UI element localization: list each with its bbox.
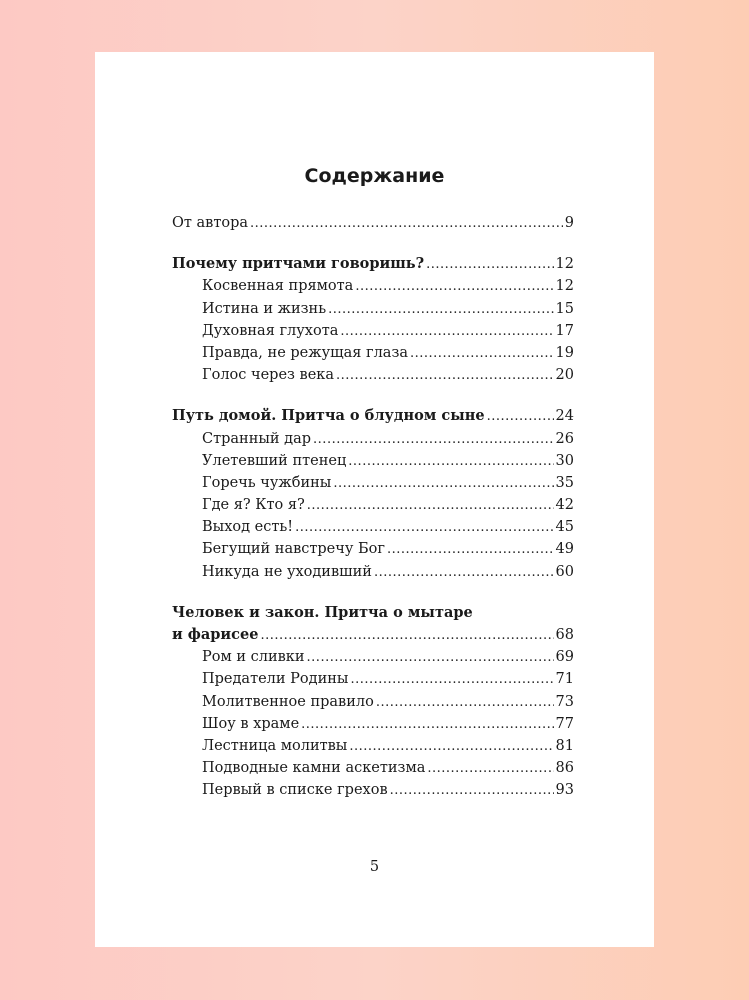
toc-entry-page: 20 [555,367,574,384]
toc-subentry [172,757,574,779]
dot-leader [390,780,554,802]
dot-leader [250,213,563,235]
toc-entry-page: 19 [555,344,574,361]
toc-entry-title: Выход есть! [202,519,294,536]
toc-entry-title: Бегущий навстречу Бог [202,541,385,558]
toc-entry-title: Горечь чужбины [202,474,332,491]
dot-leader [313,429,554,451]
toc-entry-title: Человек и закон. Притча о мытаре [172,603,473,621]
toc-entry-title: Правда, не режущая глаза [202,344,409,361]
dot-leader [260,625,553,647]
section-gap [172,234,574,253]
toc-subentry [172,275,574,297]
toc-subentry [172,450,574,472]
toc-entry-title: Никуда не уходивший [202,563,372,580]
toc-subentry [172,472,574,494]
toc-entry-title: Голос через века [202,367,335,384]
toc-entry-title: Истина и жизнь [202,300,327,317]
toc-subentry [172,691,574,713]
dot-leader [410,343,554,365]
dot-leader [355,276,553,298]
toc-entry-page: 93 [555,782,574,799]
toc-entry-page: 26 [555,430,574,447]
toc-entry-page: 86 [555,760,574,777]
toc-entry-page: 35 [555,474,574,491]
toc-entry-page: 81 [555,737,574,754]
toc-entry-title: От автора [172,215,249,231]
dot-leader [350,669,553,691]
toc-entry-title: и фарисее [172,626,259,643]
toc-entry-title: Странный дар [202,430,312,447]
toc-entry-title: Подводные камни аскетизма [202,760,426,777]
toc-entry-page: 71 [555,671,574,688]
toc-entry-title: Лестница молитвы [202,737,348,754]
toc-entry-page: 12 [555,256,574,273]
toc-entry-title: Путь домой. Притча о блудном сыне [172,407,485,425]
dot-leader [307,495,554,517]
toc-entry [172,405,574,427]
toc-entry-page: 24 [555,408,574,425]
dot-leader [426,254,553,276]
section-gap [172,583,574,602]
toc-subentry [172,320,574,342]
toc-entry [172,212,574,234]
toc-entry-page: 68 [555,627,574,643]
toc-entry-page: 42 [555,497,574,514]
dot-leader [349,736,553,758]
dot-leader [348,451,553,473]
toc-entry-title: Косвенная прямота [202,278,354,295]
toc-entry-page: 73 [555,693,574,710]
toc-subentry [172,779,574,801]
toc-entry-page: 30 [555,452,574,469]
dot-leader [328,299,553,321]
toc-subentry [172,561,574,583]
toc-entry-page: 49 [555,541,574,558]
dot-leader [387,539,554,561]
toc-entry-page: 69 [555,649,574,666]
toc-entry-page: 60 [555,563,574,580]
page-number: 5 [369,859,380,875]
toc-entry-page: 77 [555,715,574,732]
toc-subentry [172,713,574,735]
toc-subentry [172,428,574,450]
toc-entry-page: 9 [564,215,574,231]
dot-leader [333,473,553,495]
toc-subentry [172,516,574,538]
dot-leader [374,562,554,584]
dot-leader [376,692,554,714]
toc-entry-title: Улетевший птенец [202,452,347,469]
toc-entry-title: Молитвенное правило [202,693,374,710]
toc-entry-title: Ром и сливки [202,649,305,666]
toc-entry [172,624,574,646]
toc-subentry [172,735,574,757]
toc-subentry [172,364,574,386]
toc-entry-title: Почему притчами говоришь? [172,255,425,273]
toc-entry-title: Предатели Родины [202,671,349,688]
toc-entry-page: 17 [555,322,574,339]
dot-leader [427,758,553,780]
page-title: Содержание [304,165,445,187]
book-page [95,52,654,947]
section-gap [172,386,574,405]
dot-leader [301,714,553,736]
toc-entry-title: Где я? Кто я? [202,497,305,514]
dot-leader [336,365,554,387]
toc-subentry [172,668,574,690]
toc-entry-page: 15 [555,300,574,317]
toc-entry-title: Шоу в храме [202,715,300,732]
toc-entry-title: Первый в списке грехов [202,782,388,799]
toc-entry [172,602,574,624]
table-of-contents [172,212,574,802]
toc-entry-page: 45 [555,519,574,536]
dot-leader [487,406,554,428]
toc-entry-title: Духовная глухота [202,322,339,339]
toc-subentry [172,298,574,320]
toc-subentry [172,342,574,364]
dot-leader [295,517,553,539]
dot-leader [307,647,554,669]
toc-subentry [172,538,574,560]
toc-entry-page: 12 [555,278,574,295]
dot-leader [340,321,553,343]
toc-subentry [172,494,574,516]
toc-subentry [172,646,574,668]
toc-entry [172,253,574,275]
